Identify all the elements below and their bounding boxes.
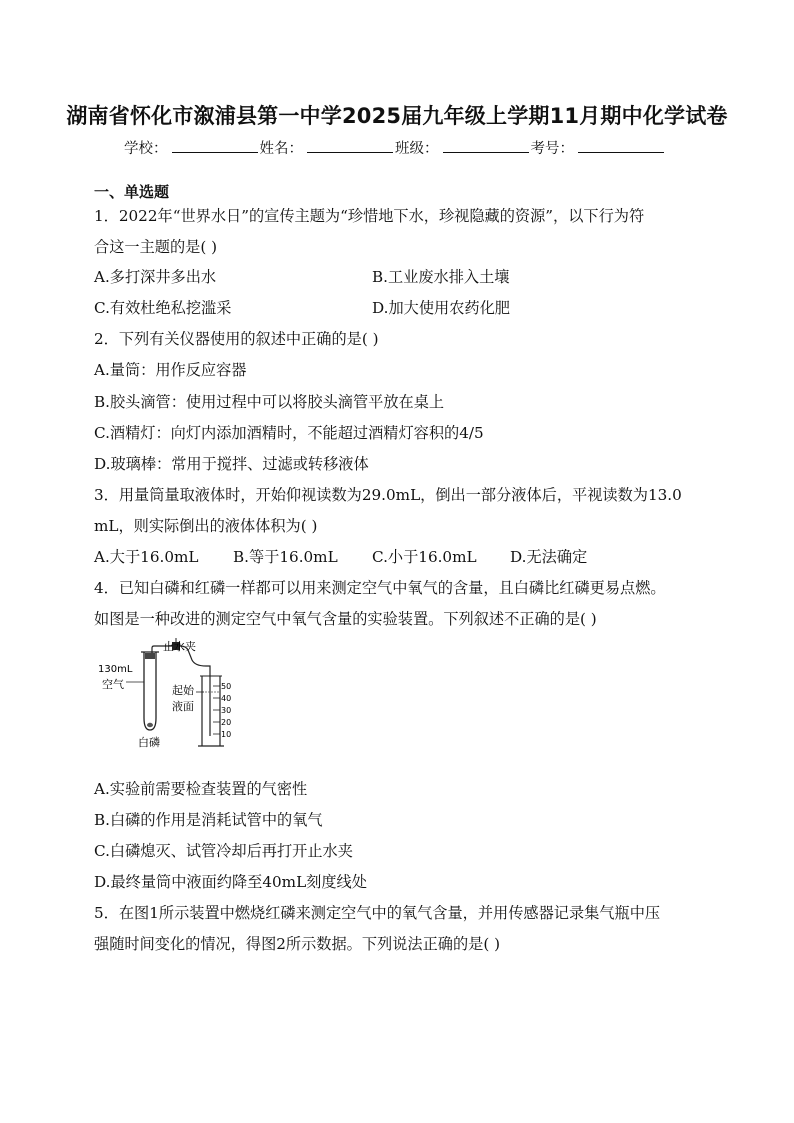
name-label: 姓名： — [259, 141, 303, 157]
test-tube — [144, 652, 156, 730]
q1-option-c[interactable]: C.有效杜绝私挖滥采 — [94, 299, 232, 317]
apparatus-figure — [96, 636, 246, 758]
scale-10: 10 — [221, 730, 232, 739]
name-blank[interactable] — [307, 138, 393, 153]
class-blank[interactable] — [443, 138, 529, 153]
scale-50: 50 — [221, 682, 232, 691]
q3-option-d[interactable]: D.无法确定 — [510, 548, 588, 566]
q1-line-1: 1．2022年“世界水日”的宣传主题为“珍惜地下水，珍视隐藏的资源”，以下行为符 — [94, 207, 645, 225]
q4-line-1: 4．已知白磷和红磷一样都可以用来测定空气中氧气的含量，且白磷比红磷更易点燃。 — [94, 579, 666, 597]
q2-option-b[interactable]: B.胶头滴管：使用过程中可以将胶头滴管平放在桌上 — [94, 393, 445, 411]
q5-line-1: 5．在图1所示装置中燃烧红磷来测定空气中的氧气含量，并用传感器记录集气瓶中压 — [94, 904, 661, 922]
start-level-label-2: 液面 — [172, 700, 194, 713]
exam-no-blank[interactable] — [578, 138, 664, 153]
q1-option-a[interactable]: A.多打深井多出水 — [94, 268, 217, 286]
q4-option-c[interactable]: C.白磷熄灭、试管冷却后再打开止水夹 — [94, 842, 353, 860]
q3-option-b[interactable]: B.等于16.0mL — [233, 548, 338, 566]
school-label: 学校： — [124, 141, 168, 157]
q2-option-d[interactable]: D.玻璃棒：常用于搅拌、过滤或转移液体 — [94, 455, 369, 473]
q4-option-a[interactable]: A.实验前需要检查装置的气密性 — [94, 780, 308, 798]
phosphorus-label: 白磷 — [138, 736, 160, 749]
scale-30: 30 — [221, 706, 232, 715]
q4-option-b[interactable]: B.白磷的作用是消耗试管中的氧气 — [94, 811, 323, 829]
q3-line-2: mL，则实际倒出的液体体积为( ) — [94, 517, 318, 535]
school-blank[interactable] — [172, 138, 258, 153]
q3-option-a[interactable]: A.大于16.0mL — [94, 548, 199, 566]
q5-line-2: 强随时间变化的情况，得图2所示数据。下列说法正确的是( ) — [94, 935, 501, 953]
student-info-row — [124, 137, 666, 158]
air-label: 空气 — [102, 678, 124, 691]
q3-option-c[interactable]: C.小于16.0mL — [372, 548, 477, 566]
q4-line-2: 如图是一种改进的测定空气中氧气含量的实验装置。下列叙述不正确的是( ) — [94, 610, 597, 628]
section-heading: 一、单选题 — [94, 183, 170, 201]
exam-no-label: 考号： — [530, 141, 574, 157]
scale-20: 20 — [221, 718, 232, 727]
q4-option-d[interactable]: D.最终量筒中液面约降至40mL刻度线处 — [94, 873, 367, 891]
start-level-label-1: 起始 — [172, 684, 194, 697]
class-label: 班级： — [395, 141, 439, 157]
q2-line-1: 2．下列有关仪器使用的叙述中正确的是( ) — [94, 330, 379, 348]
q2-option-c[interactable]: C.酒精灯：向灯内添加酒精时，不能超过酒精灯容积的4/5 — [94, 424, 484, 442]
q2-option-a[interactable]: A.量筒：用作反应容器 — [94, 361, 247, 379]
clamp-label: 止水夹 — [163, 640, 196, 653]
volume-label: 130mL — [98, 664, 133, 675]
q1-option-d[interactable]: D.加大使用农药化肥 — [372, 299, 510, 317]
q1-option-b[interactable]: B.工业废水排入土壤 — [372, 268, 510, 286]
page-title: 湖南省怀化市溆浦县第一中学2025届九年级上学期11月期中化学试卷 — [66, 104, 728, 128]
phosphorus-blob — [147, 723, 153, 727]
q3-line-1: 3．用量筒量取液体时，开始仰视读数为29.0mL，倒出一部分液体后，平视读数为13.0 — [94, 486, 682, 504]
q1-line-2: 合这一主题的是( ) — [94, 238, 217, 256]
scale-40: 40 — [221, 694, 232, 703]
